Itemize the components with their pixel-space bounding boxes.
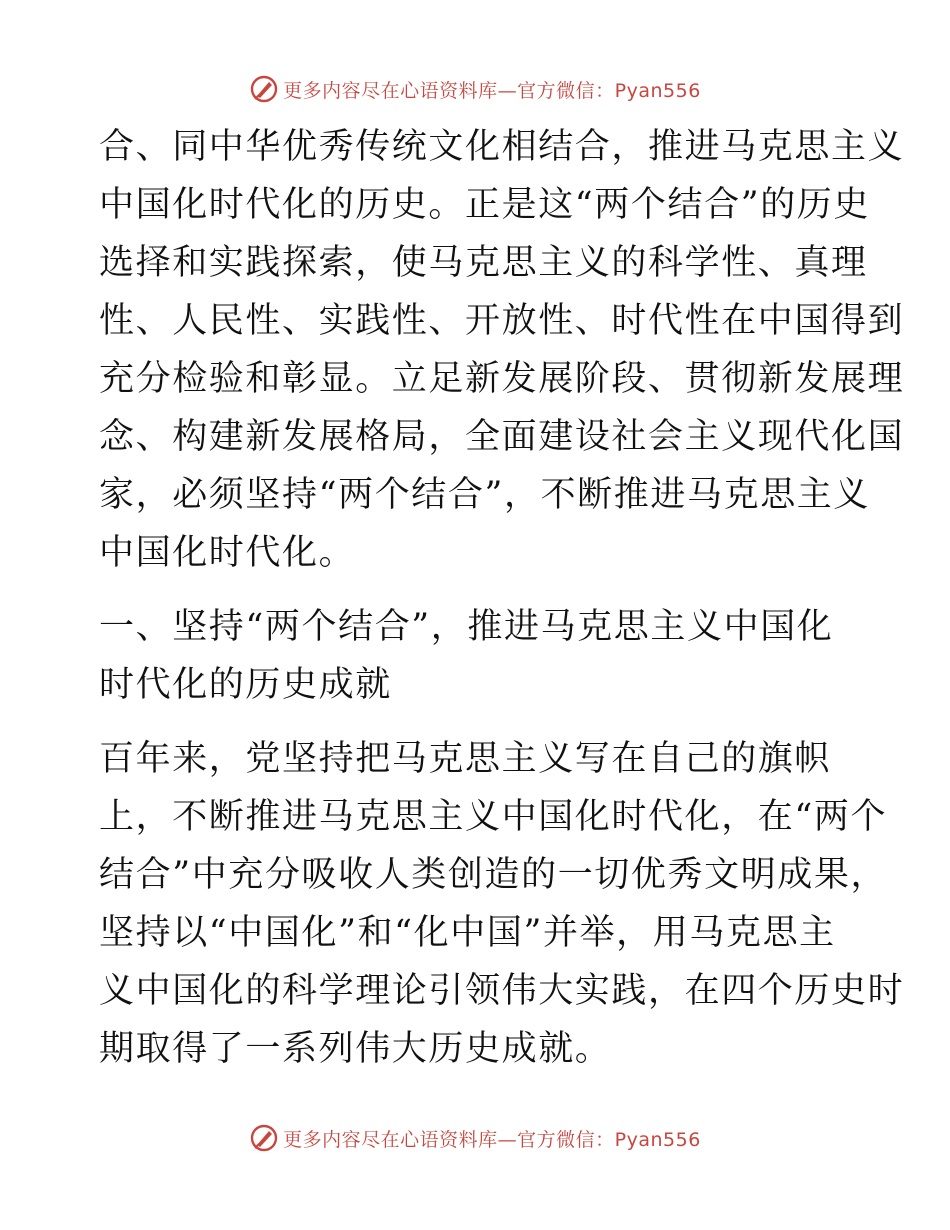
text-line: 结合”中充分吸收人类创造的一切优秀文明成果， — [99, 855, 888, 895]
section-heading — [99, 598, 851, 714]
text-line: 充分检验和彰显。立足新发展阶段、贯彻新发展理 — [99, 359, 905, 399]
text-line: 中国化时代化的历史。正是这“两个结合”的历史 — [99, 185, 870, 225]
text-line: 中国化时代化。 — [99, 533, 356, 573]
heading-line: 一、坚持“两个结合”，推进马克思主义中国化 — [99, 607, 834, 647]
text-line: 念、构建新发展格局，全面建设社会主义现代化国 — [99, 417, 905, 457]
text-line: 选择和实践探索，使马克思主义的科学性、真理 — [99, 243, 868, 283]
watermark-text: 更多内容尽在心语资料库—官方微信：Pyan556 — [283, 79, 701, 102]
paragraph-1 — [99, 118, 905, 582]
text-line: 期取得了一系列伟大历史成就。 — [99, 1029, 612, 1069]
header-watermark — [0, 72, 950, 106]
text-line: 义中国化的科学理论引领伟大实践，在四个历史时 — [99, 971, 905, 1011]
quill-pen-seal-icon — [249, 74, 279, 104]
text-line: 性、人民性、实践性、开放性、时代性在中国得到 — [99, 301, 905, 341]
text-line: 百年来，党坚持把马克思主义写在自己的旗帜 — [99, 739, 832, 779]
paragraph-2 — [99, 730, 905, 1078]
text-line: 上，不断推进马克思主义中国化时代化，在“两个 — [99, 797, 888, 837]
quill-pen-seal-icon — [249, 1123, 279, 1153]
document-body — [99, 118, 905, 1078]
text-line: 合、同中华优秀传统文化相结合，推进马克思主义 — [99, 127, 905, 167]
watermark-text: 更多内容尽在心语资料库—官方微信：Pyan556 — [283, 1128, 701, 1151]
heading-line: 时代化的历史成就 — [99, 665, 392, 705]
footer-watermark — [0, 1121, 950, 1155]
text-line: 坚持以“中国化”和“化中国”并举，用马克思主 — [99, 913, 836, 953]
wechat-id: Pyan556 — [614, 79, 701, 102]
text-line: 家，必须坚持“两个结合”，不断推进马克思主义 — [99, 475, 870, 515]
wechat-id: Pyan556 — [614, 1128, 701, 1151]
